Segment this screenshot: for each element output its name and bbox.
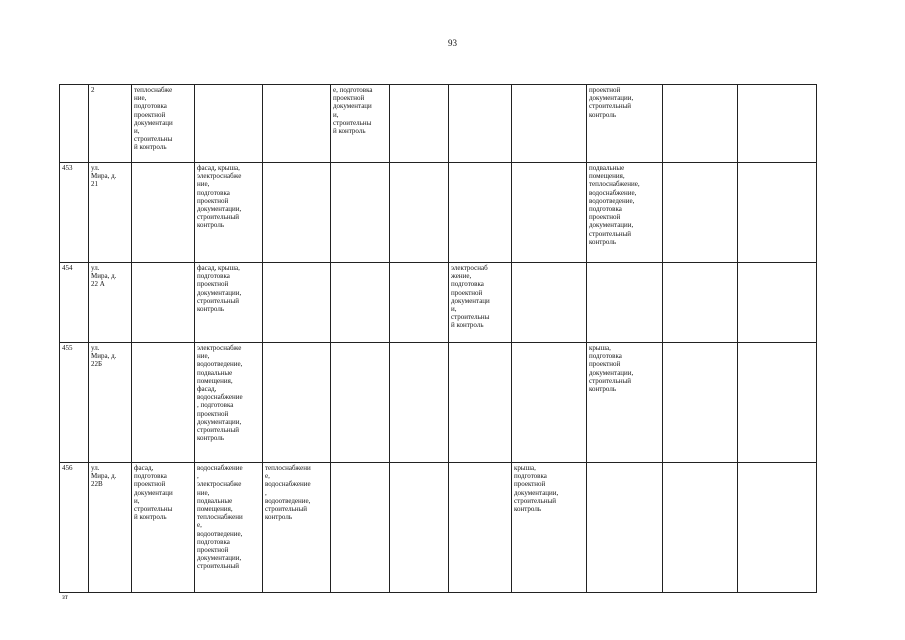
- table-cell: [738, 85, 817, 163]
- table-cell: фасад, подготовка проектной документаци и, строительны й контроль: [132, 463, 195, 593]
- table-cell: [449, 463, 512, 593]
- table-cell: [331, 343, 390, 463]
- table-cell: [263, 263, 331, 343]
- table-cell: [587, 463, 663, 593]
- table-cell: 456: [60, 463, 89, 593]
- table-cell: [449, 163, 512, 263]
- table-cell: ул. Мира, д. 21: [89, 163, 132, 263]
- table-cell: подвальные помещения, теплоснабжение, водоснабжение, водоотведение, подготовка проектной документации, строительный контроль: [587, 163, 663, 263]
- table-cell: [331, 163, 390, 263]
- table-cell: крыша, подготовка проектной документации, строительный контроль: [587, 343, 663, 463]
- table-cell: теплоснабжени е, водоснабжение , водоотведение, строительный контроль: [263, 463, 331, 593]
- table-cell: [132, 343, 195, 463]
- table-cell: [263, 85, 331, 163]
- footer-mark: зт: [62, 593, 68, 601]
- table-cell: крыша, подготовка проектной документации, строительный контроль: [512, 463, 587, 593]
- table-cell: [738, 343, 817, 463]
- table-cell: электроснаб жение, подготовка проектной документаци и, строительны й контроль: [449, 263, 512, 343]
- table-cell: проектной документации, строительный контроль: [587, 85, 663, 163]
- table-cell: [132, 263, 195, 343]
- table-cell: [195, 85, 263, 163]
- table-cell: теплоснабже ние, подготовка проектной документаци и, строительны й контроль: [132, 85, 195, 163]
- table-row: [60, 463, 817, 593]
- table-cell: [738, 463, 817, 593]
- table-cell: [738, 163, 817, 263]
- table-cell: [512, 263, 587, 343]
- table-cell: водоснабжение , электроснабже ние, подвальные помещения, теплоснабжени е, водоотведение, подготовка проектной документации, строительный: [195, 463, 263, 593]
- table-cell: [390, 343, 449, 463]
- table-cell: [512, 85, 587, 163]
- table-row: [60, 163, 817, 263]
- table-cell: 2: [89, 85, 132, 163]
- table-cell: электроснабже ние, водоотведение, подвальные помещения, фасад, водоснабжение , подготовка проектной документации, строительный контроль: [195, 343, 263, 463]
- table-cell: [663, 85, 738, 163]
- table-cell: [390, 85, 449, 163]
- table-cell: ул. Мира, д. 22В: [89, 463, 132, 593]
- table-cell: [512, 343, 587, 463]
- table-cell: е, подготовка проектной документаци и, строительны й контроль: [331, 85, 390, 163]
- table-cell: [663, 163, 738, 263]
- table-cell: 453: [60, 163, 89, 263]
- repair-schedule-table: [59, 84, 817, 593]
- table-cell: 454: [60, 263, 89, 343]
- table-cell: ул. Мира, д. 22Б: [89, 343, 132, 463]
- table-cell: [663, 463, 738, 593]
- table-cell: [512, 163, 587, 263]
- table-cell: [449, 85, 512, 163]
- table-cell: [449, 343, 512, 463]
- table-cell: фасад, крыша, подготовка проектной документации, строительный контроль: [195, 263, 263, 343]
- table-row: [60, 85, 817, 163]
- table-cell: 455: [60, 343, 89, 463]
- table-cell: [263, 343, 331, 463]
- table-row: [60, 343, 817, 463]
- table-body: [60, 85, 817, 593]
- table-cell: [60, 85, 89, 163]
- page-number: 93: [448, 38, 457, 48]
- table-cell: [331, 463, 390, 593]
- table-cell: [738, 263, 817, 343]
- table-cell: фасад, крыша, электроснабже ние, подготовка проектной документации, строительный контроль: [195, 163, 263, 263]
- table-cell: [390, 463, 449, 593]
- table-cell: [390, 263, 449, 343]
- table-cell: [331, 263, 390, 343]
- table-cell: [132, 163, 195, 263]
- table-cell: [263, 163, 331, 263]
- table-cell: [663, 263, 738, 343]
- table-cell: [390, 163, 449, 263]
- table-cell: [587, 263, 663, 343]
- table-row: [60, 263, 817, 343]
- table-cell: ул. Мира, д. 22 А: [89, 263, 132, 343]
- table-cell: [663, 343, 738, 463]
